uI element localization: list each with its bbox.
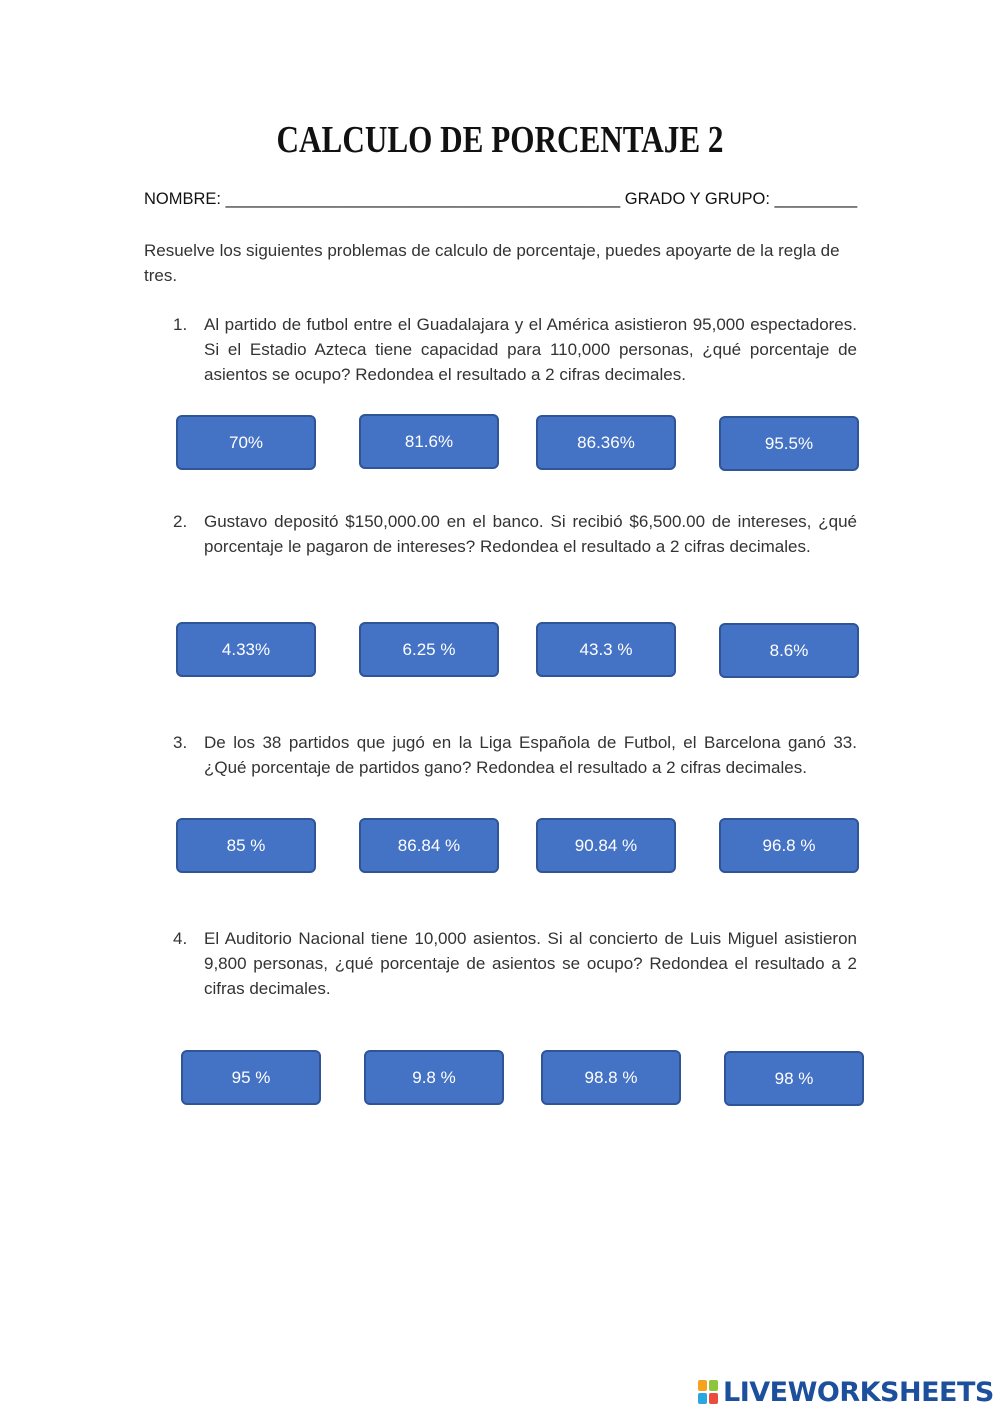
question-2-number: 2. <box>173 512 188 531</box>
brand-text: LIVEWORKSHEETS <box>723 1376 994 1408</box>
liveworksheets-logo <box>698 1377 994 1407</box>
question-4-option-4[interactable]: 98 % <box>724 1051 864 1106</box>
instructions: Resuelve los siguientes problemas de calculo de porcentaje, puedes apoyarte de la regla de tres. <box>144 241 840 285</box>
question-4-option-2[interactable]: 9.8 % <box>364 1050 504 1105</box>
question-3-option-2[interactable]: 86.84 % <box>359 818 499 873</box>
question-3-option-3[interactable]: 90.84 % <box>536 818 676 873</box>
question-1-number: 1. <box>173 315 188 334</box>
name-field[interactable]: ___________________________________________ <box>225 190 621 208</box>
question-2-option-3[interactable]: 43.3 % <box>536 622 676 677</box>
question-4-number: 4. <box>173 929 188 948</box>
question-1-text: Al partido de futbol entre el Guadalajara y el América asistieron 95,000 espectadores. Si el Estadio Azteca tiene capacidad para 110,000 personas, ¿qué porcentaje de asientos se ocupo? Redondea el resultado a 2 cifras decimales. <box>204 315 857 384</box>
name-label: NOMBRE: <box>144 190 222 208</box>
question-4-option-1[interactable]: 95 % <box>181 1050 321 1105</box>
group-field[interactable]: _________ <box>774 190 858 208</box>
question-4-text: El Auditorio Nacional tiene 10,000 asientos. Si al concierto de Luis Miguel asistieron 9,800 personas, ¿qué porcentaje de asientos se ocupo? Redondea el resultado a 2 cifras decimales. <box>204 929 857 998</box>
question-1-option-1[interactable]: 70% <box>176 415 316 470</box>
liveworksheets-icon <box>698 1379 720 1405</box>
question-1-option-3[interactable]: 86.36% <box>536 415 676 470</box>
question-4-option-3[interactable]: 98.8 % <box>541 1050 681 1105</box>
question-3-option-4[interactable]: 96.8 % <box>719 818 859 873</box>
question-1-option-2[interactable]: 81.6% <box>359 414 499 469</box>
name-line <box>144 190 856 209</box>
question-3-text: De los 38 partidos que jugó en la Liga Española de Futbol, el Barcelona ganó 33. ¿Qué porcentaje de partidos gano? Redondea el resultado a 2 cifras decimales. <box>204 733 857 777</box>
question-3-number: 3. <box>173 733 188 752</box>
question-1-option-4[interactable]: 95.5% <box>719 416 859 471</box>
question-2-text: Gustavo depositó $150,000.00 en el banco. Si recibió $6,500.00 de intereses, ¿qué porcentaje le pagaron de intereses? Redondea el resultado a 2 cifras decimales. <box>204 512 857 556</box>
page-title: CALCULO DE PORCENTAJE 2 <box>276 119 724 161</box>
question-3-option-1[interactable]: 85 % <box>176 818 316 873</box>
question-2-option-1[interactable]: 4.33% <box>176 622 316 677</box>
question-2-option-4[interactable]: 8.6% <box>719 623 859 678</box>
question-2-option-2[interactable]: 6.25 % <box>359 622 499 677</box>
group-label: GRADO Y GRUPO: <box>624 190 770 208</box>
